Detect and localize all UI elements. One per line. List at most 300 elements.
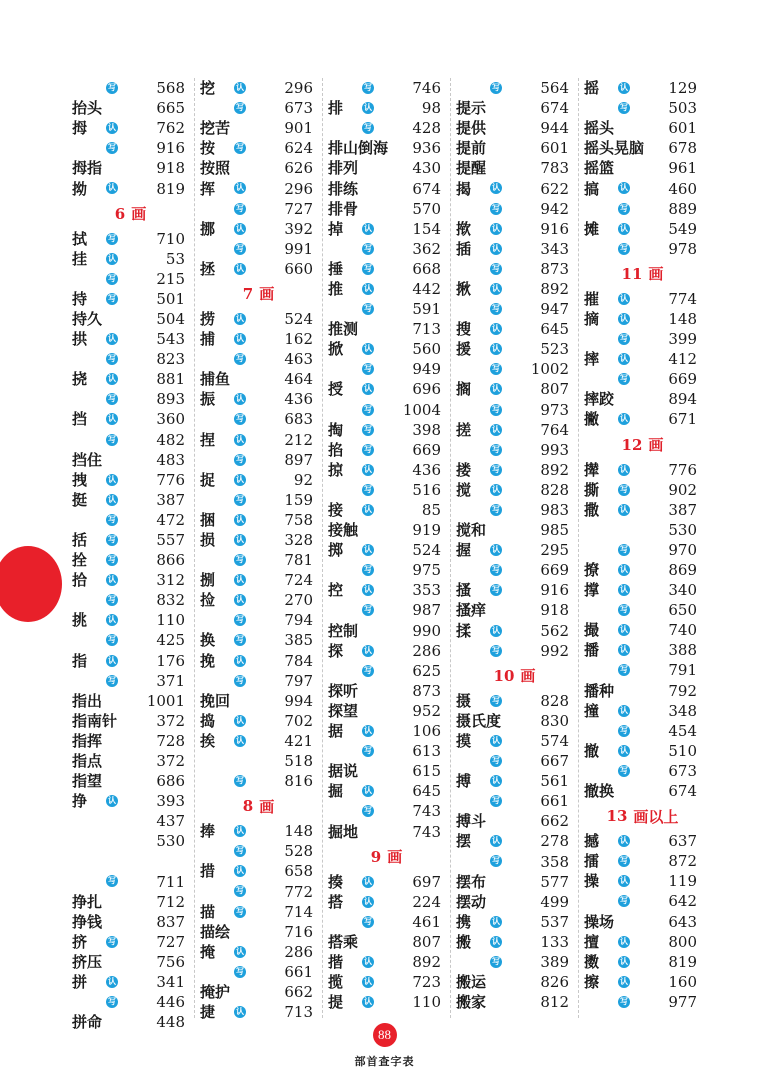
index-entry[interactable] xyxy=(584,78,697,98)
index-entry[interactable] xyxy=(328,219,441,239)
index-entry[interactable] xyxy=(72,530,185,550)
index-entry[interactable] xyxy=(584,560,697,580)
index-entry[interactable] xyxy=(456,791,569,811)
index-entry[interactable] xyxy=(328,199,441,219)
write-badge-icon: 写 xyxy=(236,414,244,424)
entry-page-number: 686 xyxy=(156,772,185,791)
entry-word: 摊 xyxy=(584,219,600,238)
entry-page-number: 504 xyxy=(156,309,185,328)
index-entry[interactable] xyxy=(200,711,313,731)
index-entry[interactable] xyxy=(72,912,185,932)
index-entry[interactable] xyxy=(456,480,569,500)
index-entry[interactable] xyxy=(328,98,441,118)
index-entry[interactable] xyxy=(584,118,697,138)
index-entry[interactable] xyxy=(72,389,185,409)
index-entry[interactable] xyxy=(584,891,697,911)
index-entry[interactable] xyxy=(456,520,569,540)
index-entry[interactable] xyxy=(456,319,569,339)
recognize-badge-icon: 认 xyxy=(236,83,244,92)
index-entry[interactable] xyxy=(72,430,185,450)
index-entry[interactable] xyxy=(584,289,697,309)
index-entry[interactable] xyxy=(200,98,313,118)
index-entry[interactable] xyxy=(72,409,185,429)
index-entry[interactable] xyxy=(200,329,313,349)
index-entry[interactable] xyxy=(456,500,569,520)
index-entry[interactable] xyxy=(584,98,697,118)
index-entry[interactable] xyxy=(456,751,569,771)
recognize-badge-icon: 认 xyxy=(492,344,500,354)
index-entry[interactable] xyxy=(584,781,697,801)
index-entry[interactable] xyxy=(328,721,441,741)
index-entry[interactable] xyxy=(584,349,697,369)
entry-page-number: 881 xyxy=(156,370,185,389)
index-entry[interactable] xyxy=(200,118,313,138)
entry-word: 揽 xyxy=(328,973,344,992)
index-entry[interactable] xyxy=(72,289,185,309)
index-entry[interactable] xyxy=(72,932,185,952)
index-entry[interactable] xyxy=(200,470,313,490)
index-entry[interactable] xyxy=(72,651,185,671)
index-entry[interactable] xyxy=(456,711,569,731)
stroke-count-label: 画以上 xyxy=(633,807,679,826)
index-entry[interactable] xyxy=(584,239,697,259)
entry-page-number: 961 xyxy=(668,159,697,178)
index-entry[interactable] xyxy=(200,610,313,630)
index-entry[interactable] xyxy=(72,831,185,851)
entry-word: 描 xyxy=(200,902,216,921)
entry-word: 掩 xyxy=(200,942,216,961)
entry-page-number: 783 xyxy=(540,159,569,178)
index-entry[interactable] xyxy=(328,118,441,138)
index-entry[interactable] xyxy=(72,309,185,329)
index-entry[interactable] xyxy=(584,199,697,219)
index-entry[interactable] xyxy=(456,600,569,620)
index-entry[interactable] xyxy=(72,630,185,650)
index-entry[interactable] xyxy=(72,138,185,158)
entry-page-number: 53 xyxy=(165,249,185,268)
index-entry[interactable] xyxy=(584,972,697,992)
entry-page-number: 212 xyxy=(284,430,313,449)
index-entry[interactable] xyxy=(200,751,313,771)
index-entry[interactable] xyxy=(200,490,313,510)
index-entry[interactable] xyxy=(200,982,313,1002)
entry-word: 撼 xyxy=(584,832,600,851)
index-entry[interactable] xyxy=(328,440,441,460)
index-entry[interactable] xyxy=(200,821,313,841)
entry-page-number: 674 xyxy=(668,782,697,801)
index-entry[interactable] xyxy=(456,811,569,831)
index-entry[interactable] xyxy=(584,741,697,761)
index-entry[interactable] xyxy=(200,409,313,429)
index-entry[interactable] xyxy=(456,138,569,158)
entry-word: 摸 xyxy=(456,731,472,750)
entry-page-number: 348 xyxy=(668,701,697,720)
recognize-badge-icon: 认 xyxy=(620,876,628,886)
index-entry[interactable] xyxy=(200,309,313,329)
index-entry[interactable] xyxy=(584,540,697,560)
index-entry[interactable] xyxy=(456,420,569,440)
index-entry[interactable] xyxy=(328,279,441,299)
entry-page-number: 873 xyxy=(540,259,569,278)
index-entry[interactable] xyxy=(328,299,441,319)
index-entry[interactable] xyxy=(200,550,313,570)
index-entry[interactable] xyxy=(456,580,569,600)
index-entry[interactable] xyxy=(584,831,697,851)
index-entry[interactable] xyxy=(328,821,441,841)
entry-page-number: 387 xyxy=(156,490,185,509)
write-badge-icon: 写 xyxy=(492,203,500,213)
index-entry[interactable] xyxy=(584,932,697,952)
index-entry[interactable] xyxy=(72,490,185,510)
entry-word: 探 xyxy=(328,641,344,660)
recognize-badge-icon: 认 xyxy=(236,534,244,544)
write-badge-icon: 写 xyxy=(236,635,244,645)
index-entry[interactable] xyxy=(584,721,697,741)
entry-page-number: 892 xyxy=(540,460,569,479)
index-entry[interactable] xyxy=(456,118,569,138)
index-entry[interactable] xyxy=(72,158,185,178)
entry-word: 捧 xyxy=(200,822,216,841)
index-entry[interactable] xyxy=(200,1002,313,1022)
index-entry[interactable] xyxy=(72,450,185,470)
entry-page-number: 510 xyxy=(668,741,697,760)
index-entry[interactable] xyxy=(200,570,313,590)
write-badge-icon: 写 xyxy=(620,374,628,384)
index-entry[interactable] xyxy=(456,992,569,1012)
entry-page-number: 949 xyxy=(412,360,441,379)
recognize-badge-icon: 认 xyxy=(108,615,116,625)
write-badge-icon: 写 xyxy=(620,725,628,735)
index-entry[interactable] xyxy=(328,239,441,259)
index-entry[interactable] xyxy=(72,771,185,791)
index-entry[interactable] xyxy=(200,630,313,650)
index-entry[interactable] xyxy=(72,691,185,711)
index-entry[interactable] xyxy=(200,922,313,942)
index-entry[interactable] xyxy=(72,369,185,389)
index-entry[interactable] xyxy=(200,530,313,550)
index-entry[interactable] xyxy=(328,500,441,520)
index-entry[interactable] xyxy=(72,791,185,811)
write-badge-icon: 写 xyxy=(364,83,372,92)
index-entry[interactable] xyxy=(328,761,441,781)
write-badge-icon: 写 xyxy=(492,796,500,806)
index-entry[interactable] xyxy=(584,761,697,781)
index-entry[interactable] xyxy=(200,199,313,219)
index-entry[interactable] xyxy=(584,660,697,680)
entry-word: 擂 xyxy=(584,852,600,871)
index-entry[interactable] xyxy=(200,881,313,901)
entry-page-number: 667 xyxy=(540,752,569,771)
index-entry[interactable] xyxy=(72,992,185,1012)
index-entry[interactable] xyxy=(72,229,185,249)
index-entry[interactable] xyxy=(456,219,569,239)
index-entry[interactable] xyxy=(200,691,313,711)
entry-page-number: 978 xyxy=(668,239,697,258)
entry-page-number: 560 xyxy=(412,340,441,359)
index-entry[interactable] xyxy=(584,911,697,931)
index-entry[interactable] xyxy=(72,269,185,289)
entry-word: 摆动 xyxy=(456,892,487,911)
write-badge-icon: 写 xyxy=(364,243,372,253)
index-entry[interactable] xyxy=(328,621,441,641)
index-entry[interactable] xyxy=(72,731,185,751)
index-entry[interactable] xyxy=(584,500,697,520)
index-entry[interactable] xyxy=(456,178,569,198)
index-entry[interactable] xyxy=(456,621,569,641)
index-entry[interactable] xyxy=(456,379,569,399)
index-entry[interactable] xyxy=(200,771,313,791)
index-entry[interactable] xyxy=(456,339,569,359)
index-entry[interactable] xyxy=(584,409,697,429)
index-entry[interactable] xyxy=(328,952,441,972)
entry-page-number: 389 xyxy=(540,952,569,971)
index-entry[interactable] xyxy=(328,540,441,560)
index-entry[interactable] xyxy=(456,158,569,178)
entry-page-number: 568 xyxy=(156,79,185,98)
index-entry[interactable] xyxy=(200,369,313,389)
index-entry[interactable] xyxy=(456,259,569,279)
index-entry[interactable] xyxy=(456,540,569,560)
index-entry[interactable] xyxy=(584,309,697,329)
index-entry[interactable] xyxy=(584,460,697,480)
index-entry[interactable] xyxy=(328,641,441,661)
index-entry[interactable] xyxy=(200,239,313,259)
index-entry[interactable] xyxy=(456,199,569,219)
recognize-badge-icon: 认 xyxy=(492,223,500,233)
index-entry[interactable] xyxy=(328,560,441,580)
index-entry[interactable] xyxy=(584,158,697,178)
stroke-count-heading xyxy=(584,430,697,460)
index-entry[interactable] xyxy=(328,781,441,801)
index-entry[interactable] xyxy=(72,590,185,610)
index-entry[interactable] xyxy=(456,771,569,791)
index-entry[interactable] xyxy=(72,671,185,691)
index-entry[interactable] xyxy=(584,178,697,198)
entry-page-number: 570 xyxy=(412,199,441,218)
index-entry[interactable] xyxy=(72,811,185,831)
index-entry[interactable] xyxy=(456,98,569,118)
index-entry[interactable] xyxy=(456,440,569,460)
index-entry[interactable] xyxy=(328,359,441,379)
index-entry[interactable] xyxy=(328,480,441,500)
index-entry[interactable] xyxy=(200,731,313,751)
recognize-badge-icon: 认 xyxy=(364,645,372,655)
index-entry[interactable] xyxy=(456,279,569,299)
index-entry[interactable] xyxy=(72,972,185,992)
index-entry[interactable] xyxy=(328,339,441,359)
recognize-badge-icon: 认 xyxy=(492,424,500,434)
entry-page-number: 683 xyxy=(284,410,313,429)
index-entry[interactable] xyxy=(72,510,185,530)
entry-word: 提前 xyxy=(456,139,487,158)
index-entry[interactable] xyxy=(328,400,441,420)
index-entry[interactable] xyxy=(72,570,185,590)
index-entry[interactable] xyxy=(328,661,441,681)
write-badge-icon: 写 xyxy=(108,83,116,92)
index-entry[interactable] xyxy=(456,851,569,871)
index-entry[interactable] xyxy=(584,701,697,721)
entry-page-number: 696 xyxy=(412,380,441,399)
entry-page-number: 902 xyxy=(668,480,697,499)
index-entry[interactable] xyxy=(328,932,441,952)
index-entry[interactable] xyxy=(328,801,441,821)
index-entry[interactable] xyxy=(328,158,441,178)
index-entry[interactable] xyxy=(328,912,441,932)
index-entry[interactable] xyxy=(72,751,185,771)
index-entry[interactable] xyxy=(200,841,313,861)
index-entry[interactable] xyxy=(456,78,569,98)
index-entry[interactable] xyxy=(584,992,697,1012)
index-entry[interactable] xyxy=(200,78,313,98)
index-entry[interactable] xyxy=(72,610,185,630)
index-entry[interactable] xyxy=(584,851,697,871)
index-entry[interactable] xyxy=(72,78,185,98)
write-badge-icon: 写 xyxy=(364,424,372,434)
index-entry[interactable] xyxy=(72,871,185,891)
index-entry[interactable] xyxy=(456,731,569,751)
index-entry[interactable] xyxy=(456,831,569,851)
index-entry[interactable] xyxy=(584,580,697,600)
entry-page-number: 668 xyxy=(412,259,441,278)
index-entry[interactable] xyxy=(328,972,441,992)
index-entry[interactable] xyxy=(328,600,441,620)
stroke-count-number: 13 xyxy=(606,807,628,826)
index-entry[interactable] xyxy=(328,319,441,339)
entry-page-number: 671 xyxy=(668,410,697,429)
index-entry[interactable] xyxy=(584,369,697,389)
entry-page-number: 714 xyxy=(284,902,313,921)
stroke-count-number: 7 xyxy=(242,284,254,303)
index-entry[interactable] xyxy=(456,400,569,420)
index-entry[interactable] xyxy=(328,681,441,701)
entry-word: 搁 xyxy=(456,380,472,399)
index-entry[interactable] xyxy=(456,972,569,992)
index-entry[interactable] xyxy=(72,329,185,349)
index-entry[interactable] xyxy=(584,520,697,540)
entry-page-number: 894 xyxy=(668,390,697,409)
index-entry[interactable] xyxy=(200,450,313,470)
entry-word: 提 xyxy=(328,993,344,1012)
index-entry[interactable] xyxy=(328,420,441,440)
index-entry[interactable] xyxy=(584,600,697,620)
index-column-5 xyxy=(584,78,706,1018)
index-entry[interactable] xyxy=(328,992,441,1012)
recognize-badge-icon: 认 xyxy=(620,585,628,595)
index-entry[interactable] xyxy=(200,902,313,922)
index-entry[interactable] xyxy=(584,640,697,660)
index-entry[interactable] xyxy=(584,329,697,349)
index-entry[interactable] xyxy=(72,550,185,570)
index-entry[interactable] xyxy=(200,671,313,691)
index-entry[interactable] xyxy=(200,962,313,982)
entry-page-number: 658 xyxy=(284,862,313,881)
index-entry[interactable] xyxy=(456,691,569,711)
index-entry[interactable] xyxy=(72,178,185,198)
index-entry[interactable] xyxy=(72,711,185,731)
index-entry[interactable] xyxy=(328,580,441,600)
entry-word: 换 xyxy=(200,631,216,650)
recognize-badge-icon: 认 xyxy=(620,293,628,303)
index-entry[interactable] xyxy=(200,259,313,279)
index-entry[interactable] xyxy=(200,138,313,158)
index-entry[interactable] xyxy=(200,861,313,881)
index-entry[interactable] xyxy=(200,651,313,671)
index-entry[interactable] xyxy=(456,952,569,972)
index-entry[interactable] xyxy=(328,701,441,721)
entry-page-number: 764 xyxy=(540,420,569,439)
index-entry[interactable] xyxy=(456,932,569,952)
index-entry[interactable] xyxy=(456,912,569,932)
entry-page-number: 819 xyxy=(156,179,185,198)
index-entry[interactable] xyxy=(328,872,441,892)
index-entry[interactable] xyxy=(200,510,313,530)
index-entry[interactable] xyxy=(456,872,569,892)
index-entry[interactable] xyxy=(456,359,569,379)
index-entry[interactable] xyxy=(328,379,441,399)
index-entry[interactable] xyxy=(584,952,697,972)
index-entry[interactable] xyxy=(456,892,569,912)
index-entry[interactable] xyxy=(456,299,569,319)
index-entry[interactable] xyxy=(200,942,313,962)
index-entry[interactable] xyxy=(328,741,441,761)
index-entry[interactable] xyxy=(584,389,697,409)
index-entry[interactable] xyxy=(72,952,185,972)
index-entry[interactable] xyxy=(456,641,569,661)
index-entry[interactable] xyxy=(72,470,185,490)
index-entry[interactable] xyxy=(200,430,313,450)
index-entry[interactable] xyxy=(328,892,441,912)
entry-page-number: 523 xyxy=(540,340,569,359)
index-entry[interactable] xyxy=(328,259,441,279)
index-entry[interactable] xyxy=(456,460,569,480)
index-entry[interactable] xyxy=(72,249,185,269)
index-entry[interactable] xyxy=(328,520,441,540)
write-badge-icon: 写 xyxy=(492,404,500,414)
recognize-badge-icon: 认 xyxy=(236,1007,244,1017)
entry-page-number: 975 xyxy=(412,561,441,580)
index-entry[interactable] xyxy=(200,349,313,369)
index-entry[interactable] xyxy=(456,560,569,580)
index-entry[interactable] xyxy=(584,620,697,640)
index-entry[interactable] xyxy=(584,219,697,239)
entry-word: 掘 xyxy=(328,782,344,801)
entry-page-number: 800 xyxy=(668,932,697,951)
index-entry[interactable] xyxy=(72,118,185,138)
index-entry[interactable] xyxy=(584,138,697,158)
index-entry[interactable] xyxy=(72,98,185,118)
index-entry[interactable] xyxy=(328,178,441,198)
index-entry[interactable] xyxy=(200,590,313,610)
index-entry[interactable] xyxy=(72,892,185,912)
index-entry[interactable] xyxy=(456,239,569,259)
index-entry[interactable] xyxy=(328,78,441,98)
index-entry[interactable] xyxy=(200,178,313,198)
index-entry[interactable] xyxy=(200,158,313,178)
write-badge-icon: 写 xyxy=(620,544,628,554)
index-entry[interactable] xyxy=(72,349,185,369)
index-entry[interactable] xyxy=(584,681,697,701)
index-entry[interactable] xyxy=(200,219,313,239)
entry-page-number: 872 xyxy=(668,852,697,871)
index-entry[interactable] xyxy=(328,460,441,480)
index-entry[interactable] xyxy=(584,480,697,500)
entry-page-number: 758 xyxy=(284,510,313,529)
index-entry[interactable] xyxy=(200,389,313,409)
index-entry[interactable] xyxy=(584,871,697,891)
entry-page-number: 807 xyxy=(540,380,569,399)
entry-word: 描绘 xyxy=(200,922,231,941)
index-entry[interactable] xyxy=(328,138,441,158)
